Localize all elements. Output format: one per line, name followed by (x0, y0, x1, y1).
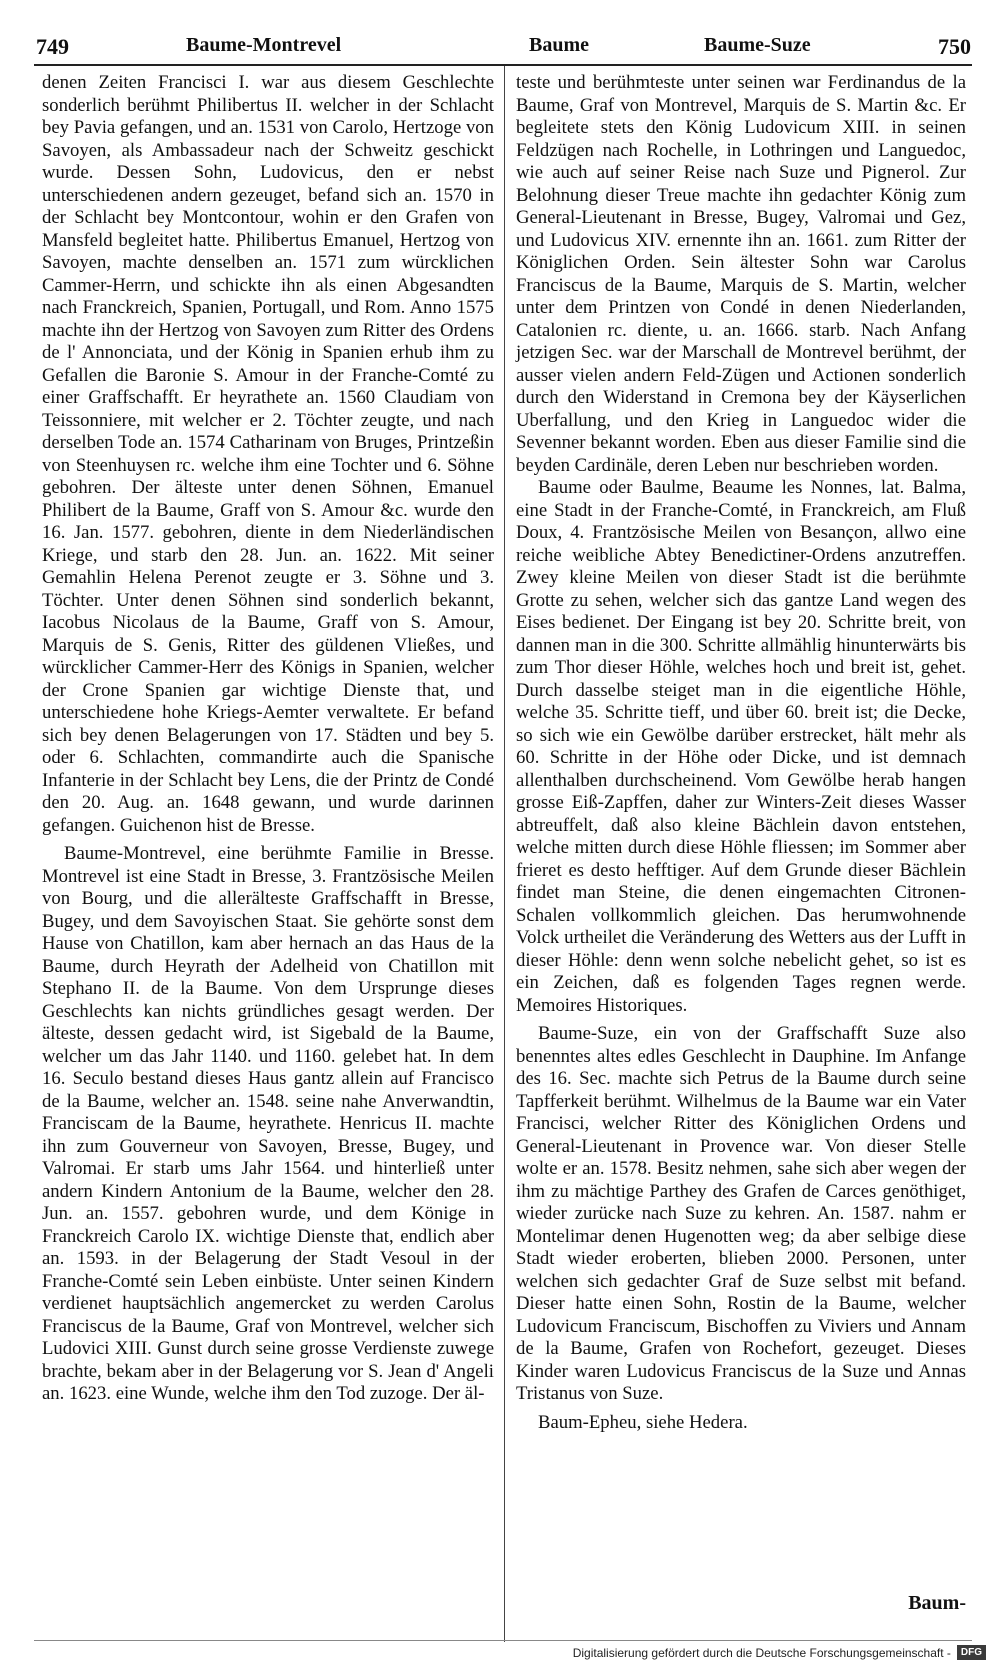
paragraph-baum-epheu: Baum-Epheu, siehe Hedera. (538, 1411, 748, 1433)
running-header (36, 28, 971, 62)
running-title-left: Baume-Montrevel (186, 34, 342, 56)
footer-credit: Digitalisierung gefördert durch die Deutsche Forschungsgemeinschaft - (572, 1645, 951, 1660)
right-column (516, 72, 966, 1434)
catchword: Baum- (908, 1592, 966, 1614)
column-divider (504, 66, 505, 1642)
footer-rule (34, 1640, 972, 1641)
left-column (42, 72, 494, 1406)
page-number-right: 750 (938, 34, 971, 59)
running-title-right: Baume-Suze (704, 34, 811, 56)
paragraph-baume-montrevel-continued: teste und berühmteste unter seinen war Ferdinandus de la Baume, Graf von Montrevel, Marquis de S. Martin &c. Er begleitete stets den König Ludovicum XIII. in seinen Feldzügen nach Rochelle, in Lothringen und Languedoc, wie auch auf seiner Reise nach Suze und Pignerol. Zur Belohnung dieser Treue machte ihn gedachter König zum General-Lieutenant in Bresse, Bugey, Valromai und Gez, und Ludovicus XIV. ernennte ihn an. 1661. zum Ritter der Königlichen Orden. Sein ältester Sohn war Carolus Franciscus de la Baume, Marquis de S. Martin, welcher unter dem Printzen von Condé in denen Niederlanden, Catalonien rc. diente, u. an. 1666. starb. Nach Anfang jetzigen Sec. war der Marschall de Montrevel berühmt, der ausser vielen andern Feld-Zügen und Actionen sonderlich durch den Widerstand in Cremona bey der Käyserlichen Uberfallung, und den Krieg in Languedoc wider die Sevenner bekannt worden. Eben aus dieser Familie sind die beyden Cardinäle, deren Leben nur beschrieben worden. (516, 72, 966, 476)
paragraph-baume-montrevel: Baume-Montrevel, eine berühmte Familie in Bresse. Montrevel ist eine Stadt in Bresse, 3. Frantzösische Meilen von Bourg, und die allerälteste Graffschafft in Bresse, Bugey, und dem Savoyischen Staat. Sie gehörte sonst dem Hause von Chatillon, kam aber hernach an das Haus de la Baume, durch Heyrath der Adelheid von Chatillon mit Stephano II. de la Baume. Von dem Ursprunge dieses Geschlechts kan nichts gründliches gesagt werden. Der älteste, dessen gedacht wird, ist Sigebald de la Baume, welcher um das Jahr 1140. und 1160. gelebet hat. In dem 16. Seculo bestand dieses Haus gantz allein auf Francisco de la Baume, welcher an. 1548. seine nahe Anverwandtin, Franciscam de la Baume, heyrathete. Henricus II. machte ihn zum Gouverneur von Savoyen, Bresse, Bugey, und Valromai. Er starb ums Jahr 1564. und hinterließ unter andern Kindern Antonium de la Baume, welcher den 28. Jun. an. 1557. gebohren wurde, und dem Könige in Franckreich Carolo IX. wichtige Dienste that, endlich aber an. 1593. in der Belagerung der Stadt Vesoul in der Franche-Comté sein Leben einbüste. Unter seinen Kindern verdienet hauptsächlich angemercket zu werden Carolus Franciscus de la Baume, Graf von Montrevel, welcher sich Ludovici XIII. Gunst durch seine grosse Verdienste zuwege brachte, bekam aber in der Belagerung vor S. Jean d' Angeli an. 1623. eine Wunde, welche ihm den Tod zuzoge. Der äl- (42, 843, 494, 1404)
running-title-middle: Baume (529, 34, 589, 56)
paragraph-baume-amour-continued: denen Zeiten Francisci I. war aus diesem Geschlechte sonderlich berühmt Philibertus II. welcher in der Schlacht bey Pavia gefangen, und an. 1531 von Carolo, Hertzoge von Savoyen, als Ambassadeur nach der Schweitz geschickt wurde. Dessen Sohn, Ludovicus, den er nebst unterschiedenen andern gezeuget, befand sich an. 1570 in der Schlacht bey Montcontour, wohin er den Grafen von Mansfeld begleitet hatte. Philibertus Emanuel, Hertzog von Savoyen, machte denselben an. 1571 zum würcklichen Cammer-Herrn, und schickte ihn als einen Abgesandten nach Franckreich, Spanien, Portugall, und Rom. Anno 1575 machte ihn der Hertzog von Savoyen zum Ritter des Ordens de l' Annonciata, und der König in Spanien erhub ihm zu Gefallen die Baronie S. Amour in der Franche-Comté zu einer Graffschafft. Er heyrathete an. 1560 Claudiam von Teissonniere, mit welcher er 2. Töchter zeugte, und nach derselben Tode an. 1574 Catharinam von Bruges, Printzeßin von Steenhuysen rc. welche ihm eine Tochter und 6. Söhne gebohren. Der älteste unter denen Söhnen, Emanuel Philibert de la Baume, Graff von S. Amour &c. wurde den 16. Jan. 1577. gebohren, diente in dem Niederländischen Kriege, und starb den 28. Jun. an. 1622. Mit seiner Gemahlin Helena Perenot zeugte er 3. Söhne und 3. Töchter. Unter denen Söhnen sind sonderlich bekannt, Iacobus Nicolaus de la Baume, Graff von S. Amour, Marquis de S. Genis, Ritter des güldenen Vließes, und würcklicher Cammer-Herr des Königs in Spanien, welcher der Crone Spanien gar wichtige Dienste that, und unterschiedene hohe Kriegs-Aemter verwaltete. Er befand sich bey denen Belagerungen von 17. Städten und bey 5. oder 6. Schlachten, commandirte auch die Spanische Infanterie in der Schlacht bey Lens, die der Printz de Condé den 20. Aug. an. 1648 gewann, und wurde darinnen gefangen. Guichenon hist de Bresse. (42, 72, 494, 836)
digitization-footer (573, 1645, 986, 1660)
page-number-left: 749 (36, 34, 69, 59)
paragraph-baume-suze: Baume-Suze, ein von der Graffschafft Suze also benenntes altes edles Geschlecht in Dauphine. Im Anfange des 16. Sec. machte sich Petrus de la Baume durch seine Tapfferkeit berühmt. Wilhelmus de la Baume war ein Vater Francisci, welcher Ritter des Königlichen Ordens und General-Lieutenant in Provence war. Von dieser Stelle wolte er an. 1578. Besitz nehmen, sahe sich aber wegen der ihm zu mächtige Parthey des Grafen de Carces genöthiget, wieder zurücke nach Suze zu kehren. An. 1587. nahm er Montelimar denen Hugenotten weg; da aber selbige diese Stadt wieder eroberten, blieben 2000. Personen, unter welchen sich gedachter Graf de Suze selbst mit befand. Dieser hatte einen Sohn, Rostin de la Baume, welcher Ludovicum Franciscum, Bischoffen zu Viviers und Annam de la Baume, Grafen von Rochefort, gezeuget. Dieses Kinder waren Ludovicus Franciscus de la Suze und Annas Tristanus von Suze. (516, 1023, 966, 1404)
header-rule (34, 64, 972, 66)
paragraph-baume-city: Baume oder Baulme, Beaume les Nonnes, lat. Balma, eine Stadt in der Franche-Comté, in Franckreich, am Fluß Doux, 4. Frantzösische Meilen von Besançon, allwo eine reiche weibliche Abtey Benedictiner-Ordens anzutreffen. Zwey kleine Meilen von dieser Stadt ist die berühmte Grotte zu sehen, welcher sich das gantze Land wegen des Eises bedienet. Der Eingang ist bey 20. Schritte breit, von dannen man in die 300. Schritte allmählig hinunterwärts bis zum Thor dieser Höhle, welches hoch und breit ist, gehet. Durch dasselbe steiget man in die eigentliche Höhle, welche 35. Schritte tieff, und über 60. breit ist; die Decke, so sich wie ein Gewölbe darüber erstrecket, hält mehr als 60. Schritte in der Höhe oder Dicke, und ist demnach allenthalben durchscheinend. Vom Gewölbe herab hangen grosse Eiß-Zapffen, daher zur Winters-Zeit dieses Wasser abtreuffelt, daß also kleine Bächlein davon entstehen, welche mitten durch diese Höhle fliessen; im Sommer aber frieret es desto hefftiger. Auf dem Grunde dieser Bächlein findet man Steine, die denen eingemachten Citronen-Schalen vollkommlich gleichen. Das herumwohnende Volck urtheilet die Veränderung des Wetters aus der Lufft in dieser Höhle: denn wenn solche nebelicht gehet, so ist es ein Zeichen, daß es folgenden Tages regnen werde. Memoires Historiques. (516, 477, 966, 1016)
dfg-logo-icon: DFG (957, 1645, 986, 1660)
